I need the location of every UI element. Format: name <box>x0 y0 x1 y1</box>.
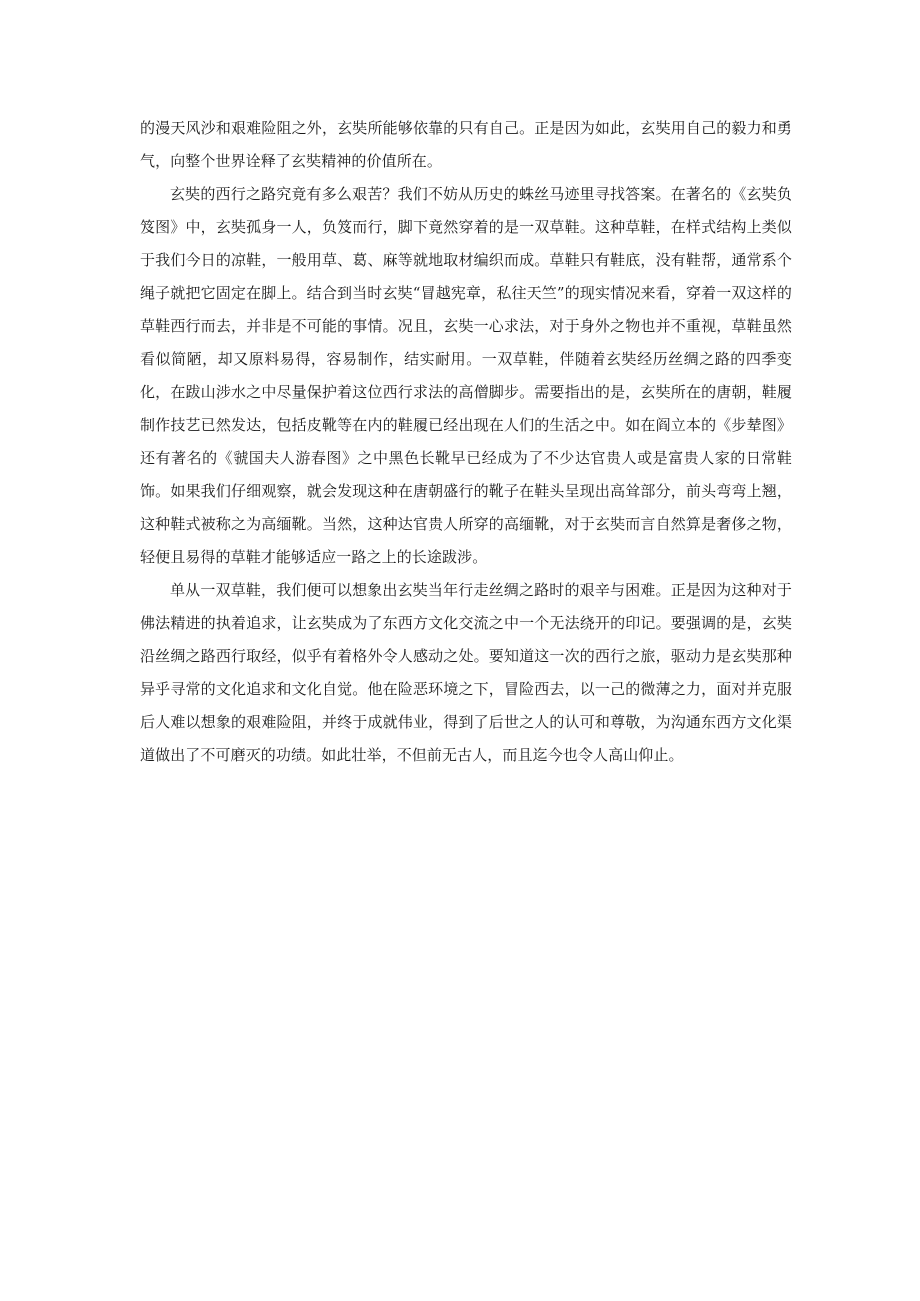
paragraph-1: 的漫天风沙和艰难险阻之外，玄奘所能够依靠的只有自己。正是因为如此，玄奘用自己的毅力和勇气，向整个世界诠释了玄奘精神的价值所在。 <box>140 119 792 170</box>
paragraph-3: 单从一双草鞋，我们便可以想象出玄奘当年行走丝绸之路时的艰辛与困难。正是因为这种对于佛法精进的执着追求，让玄奘成为了东西方文化交流之中一个无法绕开的印记。要强调的是，玄奘沿丝绸之路西行取经，似乎有着格外令人感动之处。要知道这一次的西行之旅，驱动力是玄奘那种异乎寻常的文化追求和文化自觉。他在险恶环境之下，冒险西去，以一己的微薄之力，面对并克服后人难以想象的艰难险阻，并终于成就伟业，得到了后世之人的认可和尊敬，为沟通东西方文化渠道做出了不可磨灭的功绩。如此壮举，不但前无古人，而且迄今也令人高山仰止。 <box>140 581 792 764</box>
article-body <box>140 112 792 772</box>
paragraph-2: 玄奘的西行之路究竟有多么艰苦？我们不妨从历史的蛛丝马迹里寻找答案。在著名的《玄奘负笈图》中，玄奘孤身一人，负笈而行，脚下竟然穿着的是一双草鞋。这种草鞋，在样式结构上类似于我们今日的凉鞋，一般用草、葛、麻等就地取材编织而成。草鞋只有鞋底，没有鞋帮，通常系个绳子就把它固定在脚上。结合到当时玄奘“冒越宪章，私往天竺”的现实情况来看，穿着一双这样的草鞋西行而去，并非是不可能的事情。况且，玄奘一心求法，对于身外之物也并不重视，草鞋虽然看似简陋，却又原料易得，容易制作，结实耐用。一双草鞋，伴随着玄奘经历丝绸之路的四季变化，在跋山涉水之中尽量保护着这位西行求法的高僧脚步。需要指出的是，玄奘所在的唐朝，鞋履制作技艺已然发达，包括皮靴等在内的鞋履已经出现在人们的生活之中。如在阎立本的《步辇图》还有著名的《虢国夫人游春图》之中黑色长靴早已经成为了不少达官贵人或是富贵人家的日常鞋饰。如果我们仔细观察，就会发现这种在唐朝盛行的靴子在鞋头呈现出高耸部分，前头弯弯上翘，这种鞋式被称之为高缅靴。当然，这种达官贵人所穿的高缅靴，对于玄奘而言自然算是奢侈之物，轻便且易得的草鞋才能够适应一路之上的长途跋涉。 <box>140 185 792 566</box>
